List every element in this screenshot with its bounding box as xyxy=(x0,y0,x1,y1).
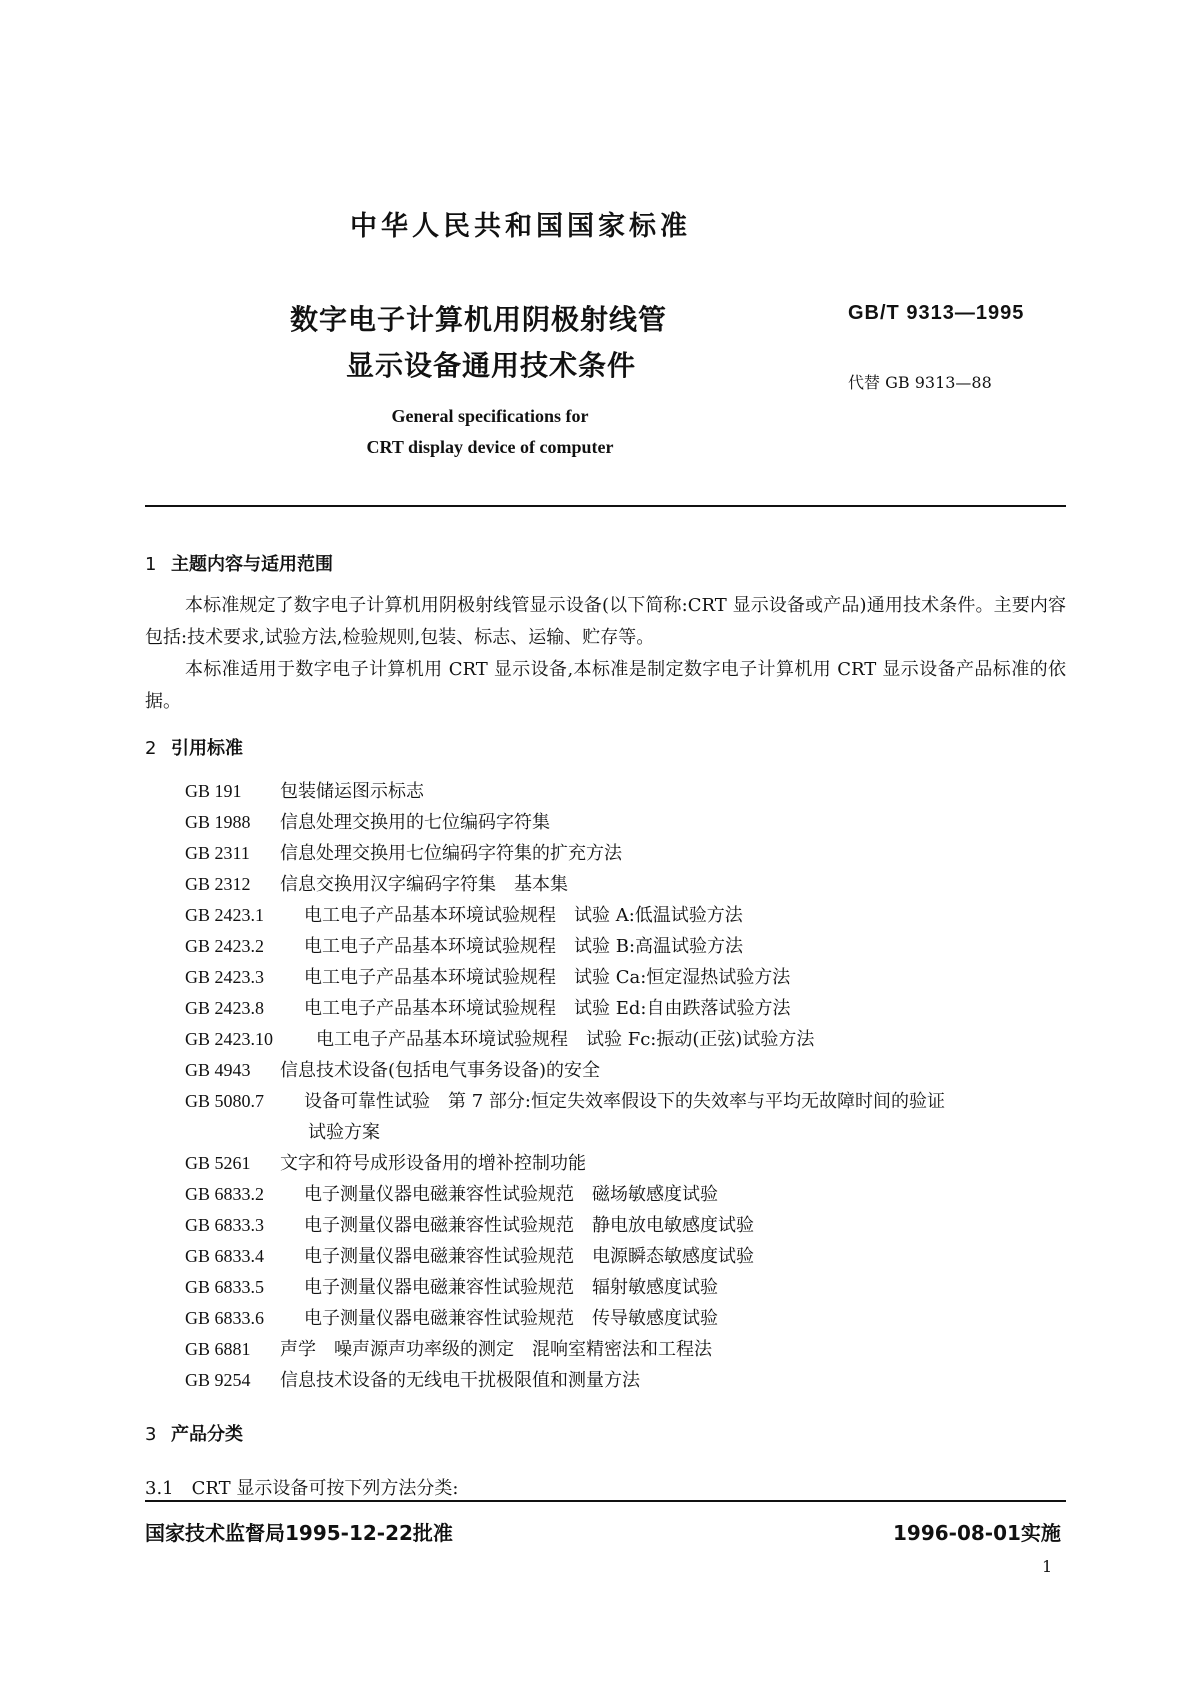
reference-item xyxy=(185,1273,718,1299)
page-number: 1 xyxy=(1042,1557,1053,1576)
reference-title: 电子测量仪器电磁兼容性试验规范 传导敏感度试验 xyxy=(304,1308,718,1329)
reference-item xyxy=(185,1366,640,1392)
reference-title: 电子测量仪器电磁兼容性试验规范 磁场敏感度试验 xyxy=(304,1184,718,1205)
reference-item-continuation xyxy=(308,1118,380,1144)
reference-title: 电工电子产品基本环境试验规程 试验 A:低温试验方法 xyxy=(304,905,743,926)
reference-item xyxy=(185,777,424,803)
reference-code: GB 2423.8 xyxy=(185,998,265,1018)
reference-code: GB 2311 xyxy=(185,843,250,863)
reference-item xyxy=(185,932,743,958)
reference-item xyxy=(185,870,568,896)
reference-title: 电工电子产品基本环境试验规程 试验 Fc:振动(正弦)试验方法 xyxy=(316,1029,815,1050)
reference-item xyxy=(185,1056,600,1082)
section-3-heading xyxy=(145,1420,243,1446)
section-2-title: 引用标准 xyxy=(171,738,243,759)
reference-code: GB 6833.3 xyxy=(185,1215,265,1235)
reference-title: 信息处理交换用七位编码字符集的扩充方法 xyxy=(280,843,622,864)
reference-item xyxy=(185,901,743,927)
reference-code: GB 2423.3 xyxy=(185,967,265,987)
reference-item xyxy=(185,994,790,1020)
section-1-heading xyxy=(145,550,333,576)
reference-code: GB 2423.2 xyxy=(185,936,265,956)
reference-item xyxy=(185,1242,754,1268)
reference-title: 包装储运图示标志 xyxy=(280,781,424,802)
standard-code: GB/T 9313—1995 xyxy=(848,302,1025,324)
reference-item xyxy=(185,839,622,865)
section-3-number: 3 xyxy=(145,1424,157,1445)
reference-title: 设备可靠性试验 第 7 部分:恒定失效率假设下的失效率与平均无故障时间的验证 xyxy=(304,1091,945,1112)
reference-title: 信息处理交换用的七位编码字符集 xyxy=(280,812,550,833)
reference-title: 信息技术设备的无线电干扰极限值和测量方法 xyxy=(280,1370,640,1391)
reference-code: GB 5080.7 xyxy=(185,1091,265,1111)
reference-title: 电工电子产品基本环境试验规程 试验 Ed:自由跌落试验方法 xyxy=(304,998,791,1019)
section-1-title: 主题内容与适用范围 xyxy=(171,554,333,575)
reference-title: 电工电子产品基本环境试验规程 试验 B:高温试验方法 xyxy=(304,936,744,957)
reference-code: GB 4943 xyxy=(185,1060,251,1080)
reference-item xyxy=(185,1025,814,1051)
footer-divider xyxy=(145,1500,1066,1502)
reference-code: GB 6833.2 xyxy=(185,1184,265,1204)
reference-code: GB 2312 xyxy=(185,874,251,894)
reference-item xyxy=(185,1304,718,1330)
reference-title: 文字和符号成形设备用的增补控制功能 xyxy=(280,1153,586,1174)
title-zh-line2: 显示设备通用技术条件 xyxy=(346,349,637,382)
standard-header-title: 中华人民共和国国家标准 xyxy=(350,211,691,242)
reference-code: GB 1988 xyxy=(185,812,251,832)
reference-code: GB 5261 xyxy=(185,1153,251,1173)
reference-item xyxy=(185,1087,945,1113)
section-1-number: 1 xyxy=(145,554,157,575)
reference-code: GB 6833.5 xyxy=(185,1277,265,1297)
reference-code: GB 6833.6 xyxy=(185,1308,265,1328)
replaces-note: 代替 GB 9313—88 xyxy=(848,373,992,392)
section-1-paragraph-2: 本标准适用于数字电子计算机用 CRT 显示设备,本标准是制定数字电子计算机用 CRT 显示设备产品标准的依据。 xyxy=(145,659,1066,712)
section-2-heading xyxy=(145,734,243,760)
reference-item xyxy=(185,1149,586,1175)
reference-title: 电工电子产品基本环境试验规程 试验 Ca:恒定湿热试验方法 xyxy=(304,967,791,988)
reference-code: GB 2423.10 xyxy=(185,1029,274,1049)
reference-item xyxy=(185,1211,754,1237)
approval-note: 国家技术监督局1995-12-22批准 xyxy=(145,1521,453,1545)
reference-title: 信息技术设备(包括电气事务设备)的安全 xyxy=(280,1060,601,1081)
reference-code: GB 6881 xyxy=(185,1339,251,1359)
reference-item xyxy=(185,963,790,989)
reference-title: 声学 噪声源声功率级的测定 混响室精密法和工程法 xyxy=(280,1339,712,1360)
reference-item xyxy=(185,808,550,834)
title-zh-line1: 数字电子计算机用阴极射线管 xyxy=(290,303,668,336)
reference-title: 电子测量仪器电磁兼容性试验规范 辐射敏感度试验 xyxy=(304,1277,718,1298)
reference-title: 电子测量仪器电磁兼容性试验规范 静电放电敏感度试验 xyxy=(304,1215,754,1236)
reference-code: GB 191 xyxy=(185,781,242,801)
reference-title: 试验方案 xyxy=(308,1122,380,1143)
section-3-1-text: 3.1 CRT 显示设备可按下列方法分类: xyxy=(145,1478,459,1499)
section-2-number: 2 xyxy=(145,738,157,759)
section-1-paragraph-1: 本标准规定了数字电子计算机用阴极射线管显示设备(以下简称:CRT 显示设备或产品)通用技术条件。主要内容包括:技术要求,试验方法,检验规则,包装、标志、运输、贮存等。 xyxy=(145,595,1066,648)
reference-title: 信息交换用汉字编码字符集 基本集 xyxy=(280,874,568,895)
reference-item xyxy=(185,1335,712,1361)
reference-title: 电子测量仪器电磁兼容性试验规范 电源瞬态敏感度试验 xyxy=(304,1246,754,1267)
reference-code: GB 9254 xyxy=(185,1370,251,1390)
title-en-line1: General specifications for xyxy=(391,406,589,426)
title-en-line2: CRT display device of computer xyxy=(366,437,614,457)
reference-item xyxy=(185,1180,718,1206)
top-divider xyxy=(145,505,1066,507)
reference-code: GB 6833.4 xyxy=(185,1246,265,1266)
effective-date: 1996-08-01实施 xyxy=(893,1521,1061,1545)
section-3-title: 产品分类 xyxy=(171,1424,243,1445)
reference-code: GB 2423.1 xyxy=(185,905,265,925)
